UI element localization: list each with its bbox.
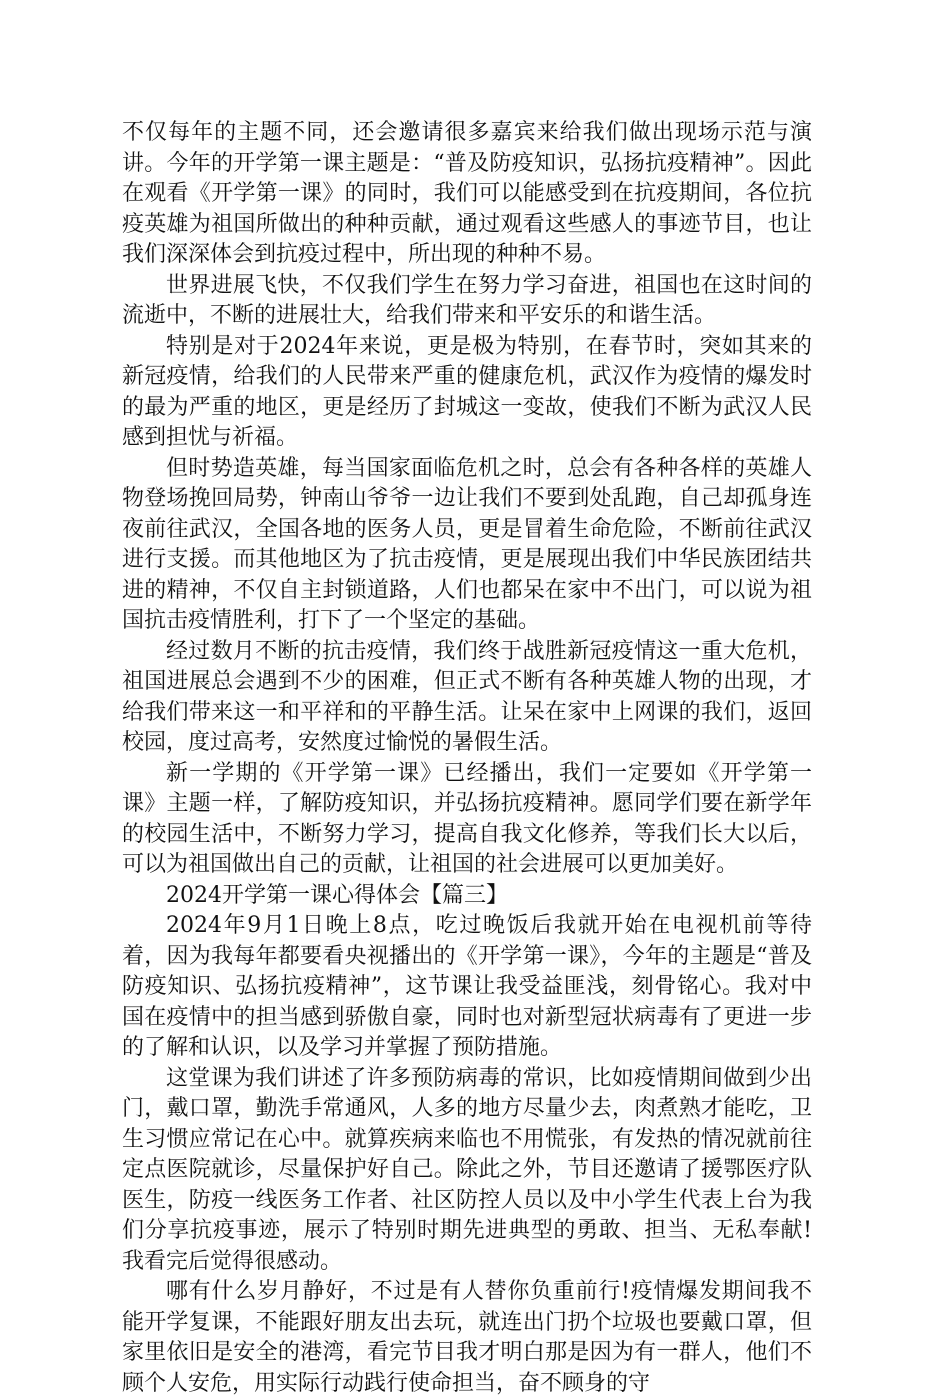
paragraph: 经过数月不断的抗击疫情，我们终于战胜新冠疫情这一重大危机，祖国进展总会遇到不少的困难，但正式不断有各种英雄人物的出现，才给我们带来这一和平祥和的平静生活。让呆在家中上网课的我们，返回校园，度过高考，安然度过愉悦的暑假生活。 [122,638,812,755]
paragraph: 特别是对于2024年来说，更是极为特别，在春节时，突如其来的新冠疫情，给我们的人民带来严重的健康危机，武汉作为疫情的爆发时的最为严重的地区，更是经历了封城这一变故，使我们不断为武汉人民感到担忧与祈福。 [122,333,812,450]
paragraph: 世界进展飞快，不仅我们学生在努力学习奋进，祖国也在这时间的流逝中，不断的进展壮大，给我们带来和平安乐的和谐生活。 [122,272,812,328]
paragraph: 哪有什么岁月静好，不过是有人替你负重前行!疫情爆发期间我不能开学复课，不能跟好朋友出去玩，就连出门扔个垃圾也要戴口罩，但家里依旧是安全的港湾，看完节目我才明白那是因为有一群人，他们不顾个人安危，用实际行动践行使命担当，奋不顾身的守 [122,1279,812,1396]
paragraph: 这堂课为我们讲述了许多预防病毒的常识，比如疫情期间做到少出门，戴口罩，勤洗手常通风，人多的地方尽量少去，肉煮熟才能吃，卫生习惯应常记在心中。就算疾病来临也不用慌张，有发热的情况就前往定点医院就诊，尽量保护好自己。除此之外，节目还邀请了援鄂医疗队医生，防疫一线医务工作者、社区防控人员以及中小学生代表上台为我们分享抗疫事迹，展示了特别时期先进典型的勇敢、担当、无私奉献!我看完后觉得很感动。 [122,1065,812,1274]
paragraph: 新一学期的《开学第一课》已经播出，我们一定要如《开学第一课》主题一样，了解防疫知识，并弘扬抗疫精神。愿同学们要在新学年的校园生活中，不断努力学习，提高自我文化修养，等我们长大以后，可以为祖国做出自己的贡献，让祖国的社会进展可以更加美好。 [122,760,812,877]
document-page [122,118,812,1399]
paragraph: 不仅每年的主题不同，还会邀请很多嘉宾来给我们做出现场示范与演讲。今年的开学第一课主题是：“普及防疫知识，弘扬抗疫精神”。因此在观看《开学第一课》的同时，我们可以能感受到在抗疫期间，各位抗疫英雄为祖国所做出的种种贡献，通过观看这些感人的事迹节目，也让我们深深体会到抗疫过程中，所出现的种种不易。 [122,120,812,267]
paragraph: 但时势造英雄，每当国家面临危机之时，总会有各种各样的英雄人物登场挽回局势，钟南山爷爷一边让我们不要到处乱跑，自己却孤身连夜前往武汉，全国各地的医务人员，更是冒着生命危险，不断前往武汉进行支援。而其他地区为了抗击疫情，更是展现出我们中华民族团结共进的精神，不仅自主封锁道路，人们也都呆在家中不出门，可以说为祖国抗击疫情胜利，打下了一个坚定的基础。 [122,455,812,633]
section-heading: 2024开学第一课心得体会【篇三】 [166,882,508,908]
paragraph: 2024年9月1日晚上8点，吃过晚饭后我就开始在电视机前等待着，因为我每年都要看央视播出的《开学第一课》，今年的主题是“普及防疫知识、弘扬抗疫精神”，这节课让我受益匪浅，刻骨铭心。我对中国在疫情中的担当感到骄傲自豪，同时也对新型冠状病毒有了更进一步的了解和认识，以及学习并掌握了预防措施。 [122,913,812,1060]
